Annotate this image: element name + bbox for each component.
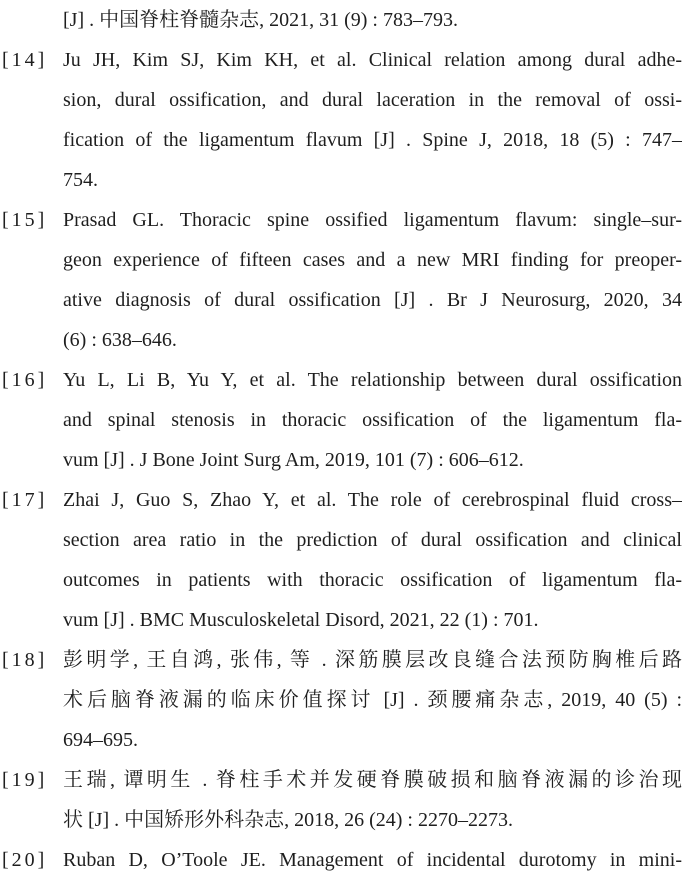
reference-line: 术后脑脊液漏的临床价值探讨 [J] . 颈腰痛杂志, 2019, 40 (5) : xyxy=(63,689,682,711)
reference-line: section area ratio in the prediction of dural ossification and clinical xyxy=(63,529,682,551)
reference-number xyxy=(2,0,60,40)
reference-item xyxy=(2,200,682,360)
reference-line: Ruban D, O’Toole JE. Management of incidental durotomy in mini- xyxy=(63,849,682,871)
reference-number: [17] xyxy=(2,489,48,511)
reference-line: [J] . 中国脊柱脊髓杂志, 2021, 31 (9) : 783–793. xyxy=(63,9,458,31)
reference-item xyxy=(2,760,682,840)
reference-line: vum [J] . BMC Musculoskeletal Disord, 2021, 22 (1) : 701. xyxy=(63,609,539,631)
reference-line: sion, dural ossification, and dural laceration in the removal of ossi- xyxy=(63,89,682,111)
reference-line: (6) : 638–646. xyxy=(63,329,177,351)
reference-line: outcomes in patients with thoracic ossification of ligamentum fla- xyxy=(63,569,682,591)
reference-number: [18] xyxy=(2,649,48,671)
reference-line: fication of the ligamentum flavum [J] . Spine J, 2018, 18 (5) : 747– xyxy=(63,129,682,151)
reference-line: vum [J] . J Bone Joint Surg Am, 2019, 101 (7) : 606–612. xyxy=(63,449,524,471)
reference-line: and spinal stenosis in thoracic ossification of the ligamentum fla- xyxy=(63,409,682,431)
reference-item xyxy=(2,640,682,760)
reference-line: 彭明学, 王自鸿, 张伟, 等 . 深筋膜层改良缝合法预防胸椎后路 xyxy=(63,649,682,671)
reference-line: 王瑞, 谭明生 . 脊柱手术并发硬脊膜破损和脑脊液漏的诊治现 xyxy=(63,769,682,791)
reference-item xyxy=(2,840,682,880)
reference-item xyxy=(63,0,682,40)
reference-number: [19] xyxy=(2,769,48,791)
reference-item xyxy=(2,360,682,480)
reference-number: [15] xyxy=(2,209,48,231)
reference-line: Prasad GL. Thoracic spine ossified ligamentum flavum: single–sur- xyxy=(63,209,682,231)
reference-line: Yu L, Li B, Yu Y, et al. The relationship between dural ossification xyxy=(63,369,682,391)
reference-line: Zhai J, Guo S, Zhao Y, et al. The role of cerebrospinal fluid cross– xyxy=(63,489,682,511)
reference-number: [16] xyxy=(2,369,48,391)
reference-line: 状 [J] . 中国矫形外科杂志, 2018, 26 (24) : 2270–2273. xyxy=(63,809,513,831)
reference-line: Ju JH, Kim SJ, Kim KH, et al. Clinical relation among dural adhe- xyxy=(63,49,682,71)
reference-item xyxy=(2,480,682,640)
reference-number: [14] xyxy=(2,49,48,71)
reference-line: geon experience of fifteen cases and a new MRI finding for preoper- xyxy=(63,249,682,271)
reference-item xyxy=(2,40,682,200)
reference-line: 754. xyxy=(63,169,98,191)
reference-line: ative diagnosis of dural ossification [J] . Br J Neurosurg, 2020, 34 xyxy=(63,289,682,311)
reference-line: 694–695. xyxy=(63,729,138,751)
reference-number: [20] xyxy=(2,849,48,871)
